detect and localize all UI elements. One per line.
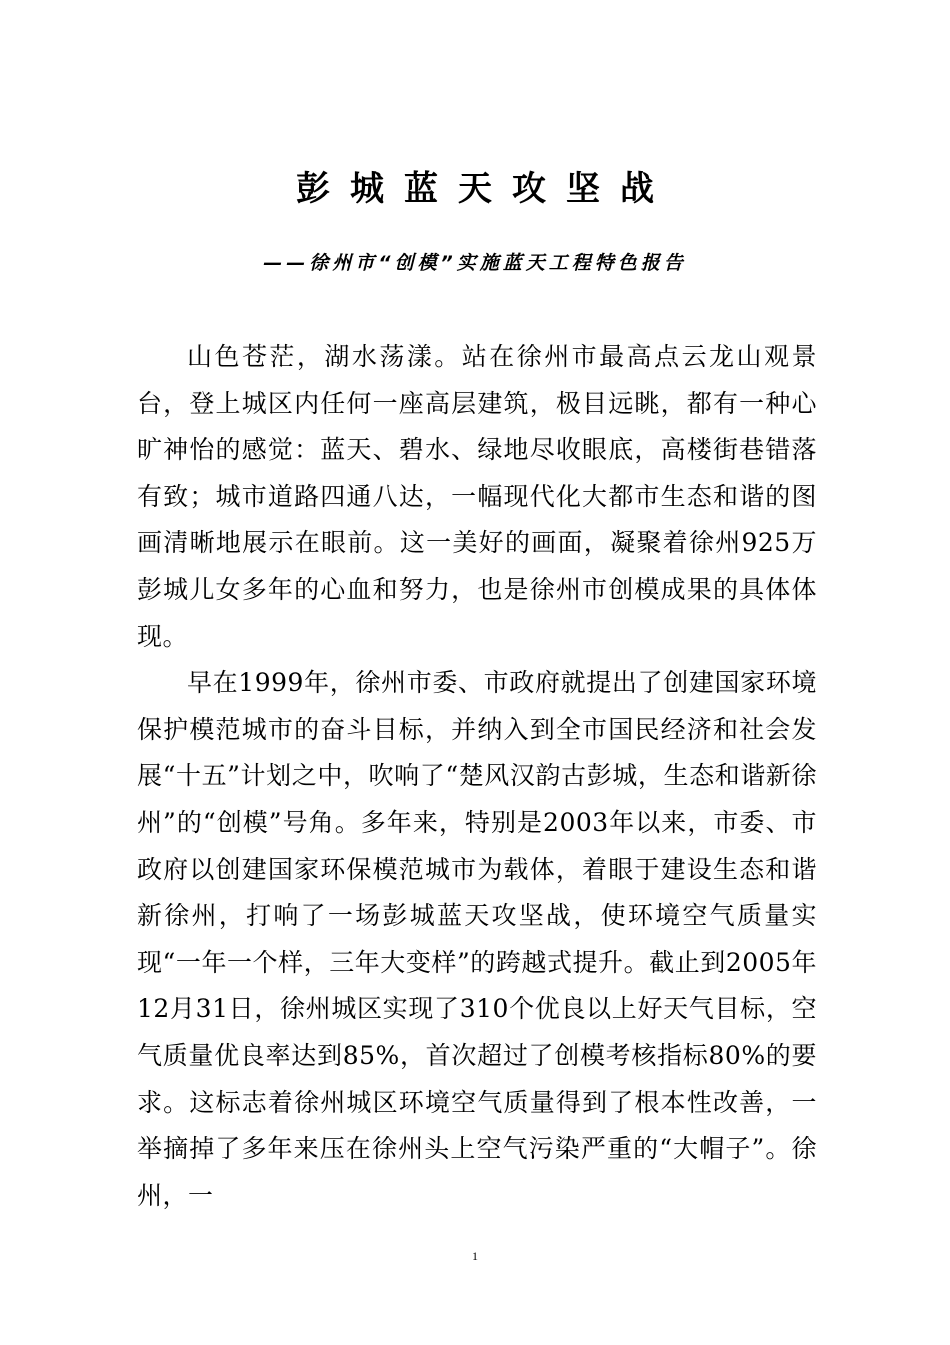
document-subtitle: ——徐州市“创模”实施蓝天工程特色报告 xyxy=(263,252,687,274)
document-body xyxy=(137,334,817,1219)
page-number: 1 xyxy=(472,1249,478,1263)
document-title: 彭城蓝天攻坚战 xyxy=(296,169,674,209)
paragraph: 山色苍茫，湖水荡漾。站在徐州市最高点云龙山观景台，登上城区内任何一座高层建筑，极目远眺，都有一种心旷神怡的感觉：蓝天、碧水、绿地尽收眼底，高楼街巷错落有致；城市道路四通八达，一幅现代化大都市生态和谐的图画清晰地展示在眼前。这一美好的画面，凝聚着徐州925万彭城儿女多年的心血和努力，也是徐州市创模成果的具体体现。 xyxy=(137,342,817,651)
paragraph: 早在1999年，徐州市委、市政府就提出了创建国家环境保护模范城市的奋斗目标，并纳入到全市国民经济和社会发展“十五”计划之中，吹响了“楚风汉韵古彭城，生态和谐新徐州”的“创模”号角。多年来，特别是2003年以来，市委、市政府以创建国家环保模范城市为载体，着眼于建设生态和谐新徐州，打响了一场彭城蓝天攻坚战，使环境空气质量实现“一年一个样，三年大变样”的跨越式提升。截止到2005年12月31日，徐州城区实现了310个优良以上好天气目标，空气质量优良率达到85%，首次超过了创模考核指标80%的要求。这标志着徐州城区环境空气质量得到了根本性改善，一举摘掉了多年来压在徐州头上空气污染严重的“大帽子”。徐州，一 xyxy=(137,668,817,1210)
